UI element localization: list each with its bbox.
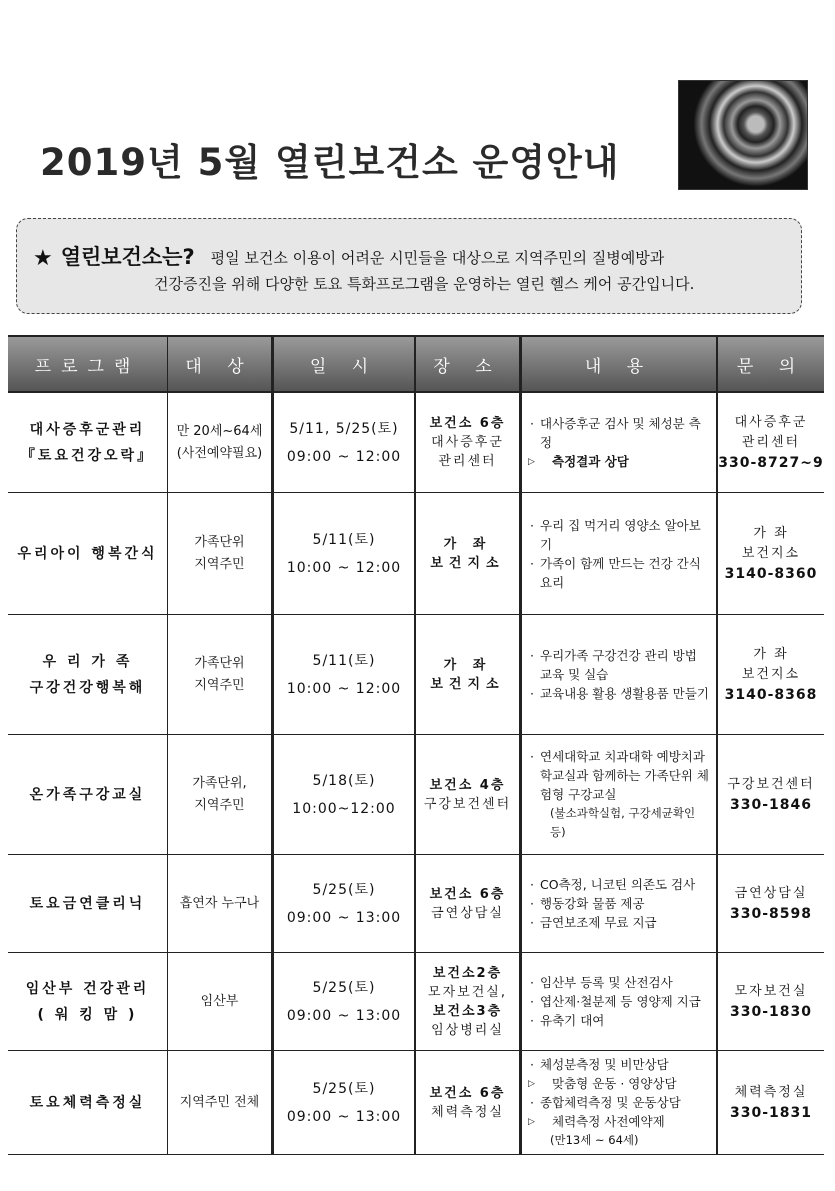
header-place: 장 소 [416, 337, 520, 391]
place-cell [416, 615, 520, 734]
content-cell [520, 493, 718, 614]
cell-line: 5/18(토) [312, 772, 376, 789]
cell-line: 09:00 ~ 12:00 [286, 448, 402, 465]
place-line: 금연상담실 [431, 905, 504, 921]
cell-line: 5/11, 5/25(토) [289, 420, 399, 437]
inquiry-line: 구강보건센터 [727, 776, 815, 792]
table-row [8, 393, 824, 493]
cell-line: 가족단위 [194, 534, 245, 550]
cell-lines [30, 891, 146, 917]
cell-line: 흡연자 누구나 [179, 895, 260, 911]
table-header [8, 335, 824, 393]
content-cell [520, 953, 718, 1050]
cell-line: 10:00 ~ 12:00 [286, 559, 402, 576]
cell-lines [194, 532, 244, 576]
phone-number: 330-1831 [730, 1104, 812, 1121]
cell-lines [287, 1075, 401, 1131]
program-cell [8, 393, 168, 492]
cell-lines [287, 415, 401, 471]
cell-lines [730, 982, 812, 1022]
cell-line: 대사증후군관리 [29, 421, 146, 438]
content-item: ▷ 맞춤형 운동 · 영양상담 [528, 1074, 681, 1093]
inquiry-cell [718, 615, 824, 734]
phone-number: 3140-8368 [724, 686, 818, 703]
inquiry-line: 대사증후군 [734, 414, 808, 430]
cell-lines [180, 1092, 259, 1114]
cell-lines [725, 645, 818, 705]
inquiry-line: 금연상담실 [734, 885, 808, 901]
date-cell [272, 953, 416, 1050]
content-item: · CO측정, 니코틴 의존도 검사 [528, 875, 695, 894]
cell-line: 임산부 건강관리 [25, 980, 150, 997]
inquiry-line: 가 좌 [753, 525, 789, 541]
content-note: (불소과학실험, 구강세균확인 등) [550, 806, 696, 839]
cell-lines [730, 1083, 812, 1123]
cell-lines [727, 775, 814, 815]
content-list [528, 516, 710, 592]
place-line: 관리센터 [438, 454, 497, 469]
cell-line: (사전예약필요) [176, 445, 263, 461]
table-row [8, 735, 824, 855]
cell-line: 구강건강행복해 [29, 679, 146, 696]
cell-lines [424, 776, 511, 814]
cell-line: 온가족구강교실 [29, 786, 146, 803]
content-list [528, 414, 710, 471]
place-cell [416, 953, 520, 1050]
place-line: 임상병리실 [431, 1022, 504, 1038]
target-cell [168, 735, 272, 854]
phone-number: 3140-8360 [724, 565, 818, 582]
inquiry-line: 보건지소 [741, 666, 801, 682]
cell-line: 지역주민 [194, 677, 245, 693]
cell-line: 지역주민 전체 [179, 1094, 260, 1110]
header-inquiry: 문 의 [718, 337, 824, 391]
phone-number: 330-1830 [730, 1003, 812, 1020]
content-item: ▷ 체력측정 사전예약제 [528, 1112, 681, 1131]
date-cell [272, 493, 416, 614]
content-item: · 우리 집 먹거리 영양소 알아보기 [528, 516, 710, 554]
phone-number: 330-8727~9 [718, 454, 824, 471]
target-cell [168, 615, 272, 734]
header-target: 대 상 [168, 337, 272, 391]
place-cell [416, 1051, 520, 1154]
inquiry-line: 관리센터 [741, 434, 801, 450]
program-cell [8, 493, 168, 614]
program-cell [8, 615, 168, 734]
cell-line: 5/11(토) [312, 652, 376, 669]
date-cell [272, 735, 416, 854]
inquiry-cell [718, 493, 824, 614]
content-cell [520, 615, 718, 734]
inquiry-cell [718, 953, 824, 1050]
content-item: · 행동강화 물품 제공 [528, 894, 695, 913]
date-cell [272, 393, 416, 492]
program-table [8, 335, 824, 1155]
cell-lines [292, 767, 395, 823]
cell-line: 09:00 ~ 13:00 [286, 1108, 402, 1125]
cell-line: 토요금연클리닉 [29, 895, 146, 912]
place-cell [416, 855, 520, 952]
cell-lines [201, 991, 239, 1013]
cell-lines [287, 526, 401, 582]
content-list [528, 1055, 681, 1150]
cell-line: 09:00 ~ 13:00 [286, 909, 402, 926]
cell-lines [26, 976, 150, 1028]
place-line: 모자보건실, [428, 984, 507, 1000]
place-line: 보건소2층 [432, 965, 503, 981]
cell-line: 5/25(토) [312, 979, 376, 996]
content-item: · 임산부 등록 및 산전검사 [528, 973, 701, 992]
program-cell [8, 1051, 168, 1154]
content-item: · 가족이 함께 만드는 건강 간식 요리 [528, 554, 710, 592]
cell-line: 가족단위 [194, 655, 245, 671]
place-line: 대사증후군 [431, 435, 504, 450]
cell-lines [730, 884, 812, 924]
cell-line: 5/25(토) [312, 881, 376, 898]
content-item: · 유축기 대여 [528, 1011, 701, 1030]
target-cell [168, 855, 272, 952]
cell-lines [430, 535, 504, 573]
cell-lines [287, 647, 401, 703]
cell-line: 5/11(토) [312, 531, 376, 548]
inquiry-cell [718, 393, 824, 492]
place-line: 가 좌 [443, 536, 492, 552]
content-item: · 우리가족 구강건강 관리 방법 교육 및 실습 [528, 646, 710, 684]
content-item: · 연세대학교 치과대학 예방치과학교실과 함께하는 가족단위 체험형 구강교실 [528, 747, 710, 804]
place-line: 보건지소 [430, 676, 505, 692]
content-item: · 엽산제·철분제 등 영양제 지급 [528, 992, 701, 1011]
place-line: 보건지소 [430, 555, 505, 571]
cell-lines [30, 782, 146, 808]
cell-lines [30, 649, 146, 701]
header-content: 내 용 [520, 337, 718, 391]
date-cell [272, 855, 416, 952]
cell-line: 임산부 [200, 993, 239, 1009]
target-cell [168, 493, 272, 614]
place-line: 보건소 6층 [429, 886, 506, 902]
content-list [528, 646, 710, 703]
place-cell [416, 735, 520, 854]
table-row [8, 615, 824, 735]
cell-line: 『토요건강오락』 [20, 447, 155, 464]
place-line: 가 좌 [443, 657, 492, 673]
cell-lines [287, 876, 401, 932]
intro-box [16, 218, 802, 314]
decorative-photo [678, 80, 808, 190]
table-row [8, 1051, 824, 1155]
target-cell [168, 393, 272, 492]
cell-line: 우 리 가 족 [42, 653, 133, 670]
content-cell [520, 735, 718, 854]
cell-line: 우리아이 행복간식 [17, 545, 158, 562]
page-title: 2019년 5월 열린보건소 운영안내 [40, 141, 620, 184]
place-line: 보건소 6층 [429, 416, 506, 431]
inquiry-line: 체력측정실 [734, 1084, 808, 1100]
content-note: (만13세 ~ 64세) [550, 1133, 639, 1147]
cell-line: 토요체력측정실 [29, 1094, 146, 1111]
cell-lines [21, 417, 154, 469]
place-line: 구강보건센터 [423, 796, 512, 812]
place-cell [416, 493, 520, 614]
inquiry-line: 모자보건실 [734, 983, 808, 999]
cell-line: 가족단위, [192, 775, 247, 791]
cell-line: 지역주민 [194, 556, 245, 572]
inquiry-line: 가 좌 [753, 646, 789, 662]
intro-text-1: 평일 보건소 이용이 어려운 시민들을 대상으로 지역주민의 질병예방과 [210, 249, 665, 267]
content-list [528, 875, 695, 932]
intro-line-2: 건강증진을 위해 다양한 토요 특화프로그램을 운영하는 열린 헬스 케어 공간입니다. [154, 275, 695, 293]
content-cell [520, 1051, 718, 1154]
target-cell [168, 953, 272, 1050]
place-line: 보건소3층 [432, 1003, 503, 1019]
content-item: · 체성분측정 및 비만상담 [528, 1055, 681, 1074]
content-cell [520, 855, 718, 952]
header-program: 프로그램 [8, 337, 168, 391]
star-icon: ★ [33, 246, 53, 271]
cell-lines [287, 974, 401, 1030]
date-cell [272, 1051, 416, 1154]
phone-number: 330-1846 [729, 796, 812, 813]
program-cell [8, 953, 168, 1050]
cell-line: ( 워 킹 맘 ) [37, 1006, 138, 1023]
phone-number: 330-8598 [730, 905, 812, 922]
cell-lines [177, 421, 263, 465]
cell-lines [428, 964, 507, 1040]
cell-lines [194, 653, 244, 697]
cell-lines [430, 414, 506, 471]
cell-lines [430, 1084, 506, 1122]
cell-line: 09:00 ~ 13:00 [286, 1007, 402, 1024]
content-cell [520, 393, 718, 492]
table-row [8, 493, 824, 615]
content-list [528, 973, 701, 1030]
cell-line: 10:00 ~ 12:00 [286, 680, 402, 697]
intro-lead: 열린보건소는? [60, 245, 195, 269]
place-line: 체력측정실 [431, 1104, 504, 1120]
inquiry-line: 보건지소 [741, 545, 801, 561]
cell-lines [30, 1090, 146, 1116]
place-line: 보건소 6층 [429, 1085, 506, 1101]
target-cell [168, 1051, 272, 1154]
date-cell [272, 615, 416, 734]
place-cell [416, 393, 520, 492]
content-item: · 금연보조제 무료 지급 [528, 913, 695, 932]
program-cell [8, 855, 168, 952]
cell-line: 5/25(토) [312, 1080, 376, 1097]
cell-lines [17, 541, 157, 567]
content-item: ▷ 측정결과 상담 [528, 452, 710, 471]
cell-lines [725, 524, 818, 584]
cell-lines [718, 413, 823, 473]
place-line: 보건소 4층 [429, 777, 506, 793]
program-cell [8, 735, 168, 854]
cell-line: 만 20세~64세 [176, 423, 263, 439]
header-date: 일 시 [272, 337, 416, 391]
content-list [528, 747, 710, 842]
content-item: · 종합체력측정 및 운동상담 [528, 1093, 681, 1112]
cell-lines [430, 656, 504, 694]
content-item: · 교육내용 활용 생활용품 만들기 [528, 684, 710, 703]
cell-lines [180, 893, 259, 915]
intro-line-1 [33, 241, 664, 271]
table-row [8, 855, 824, 953]
content-item: · 대사증후군 검사 및 체성분 측정 [528, 414, 710, 452]
inquiry-cell [718, 855, 824, 952]
cell-lines [192, 773, 246, 817]
cell-line: 지역주민 [194, 797, 245, 813]
table-row [8, 953, 824, 1051]
cell-line: 10:00~12:00 [292, 800, 396, 817]
inquiry-cell [718, 735, 824, 854]
cell-lines [430, 885, 506, 923]
inquiry-cell [718, 1051, 824, 1154]
